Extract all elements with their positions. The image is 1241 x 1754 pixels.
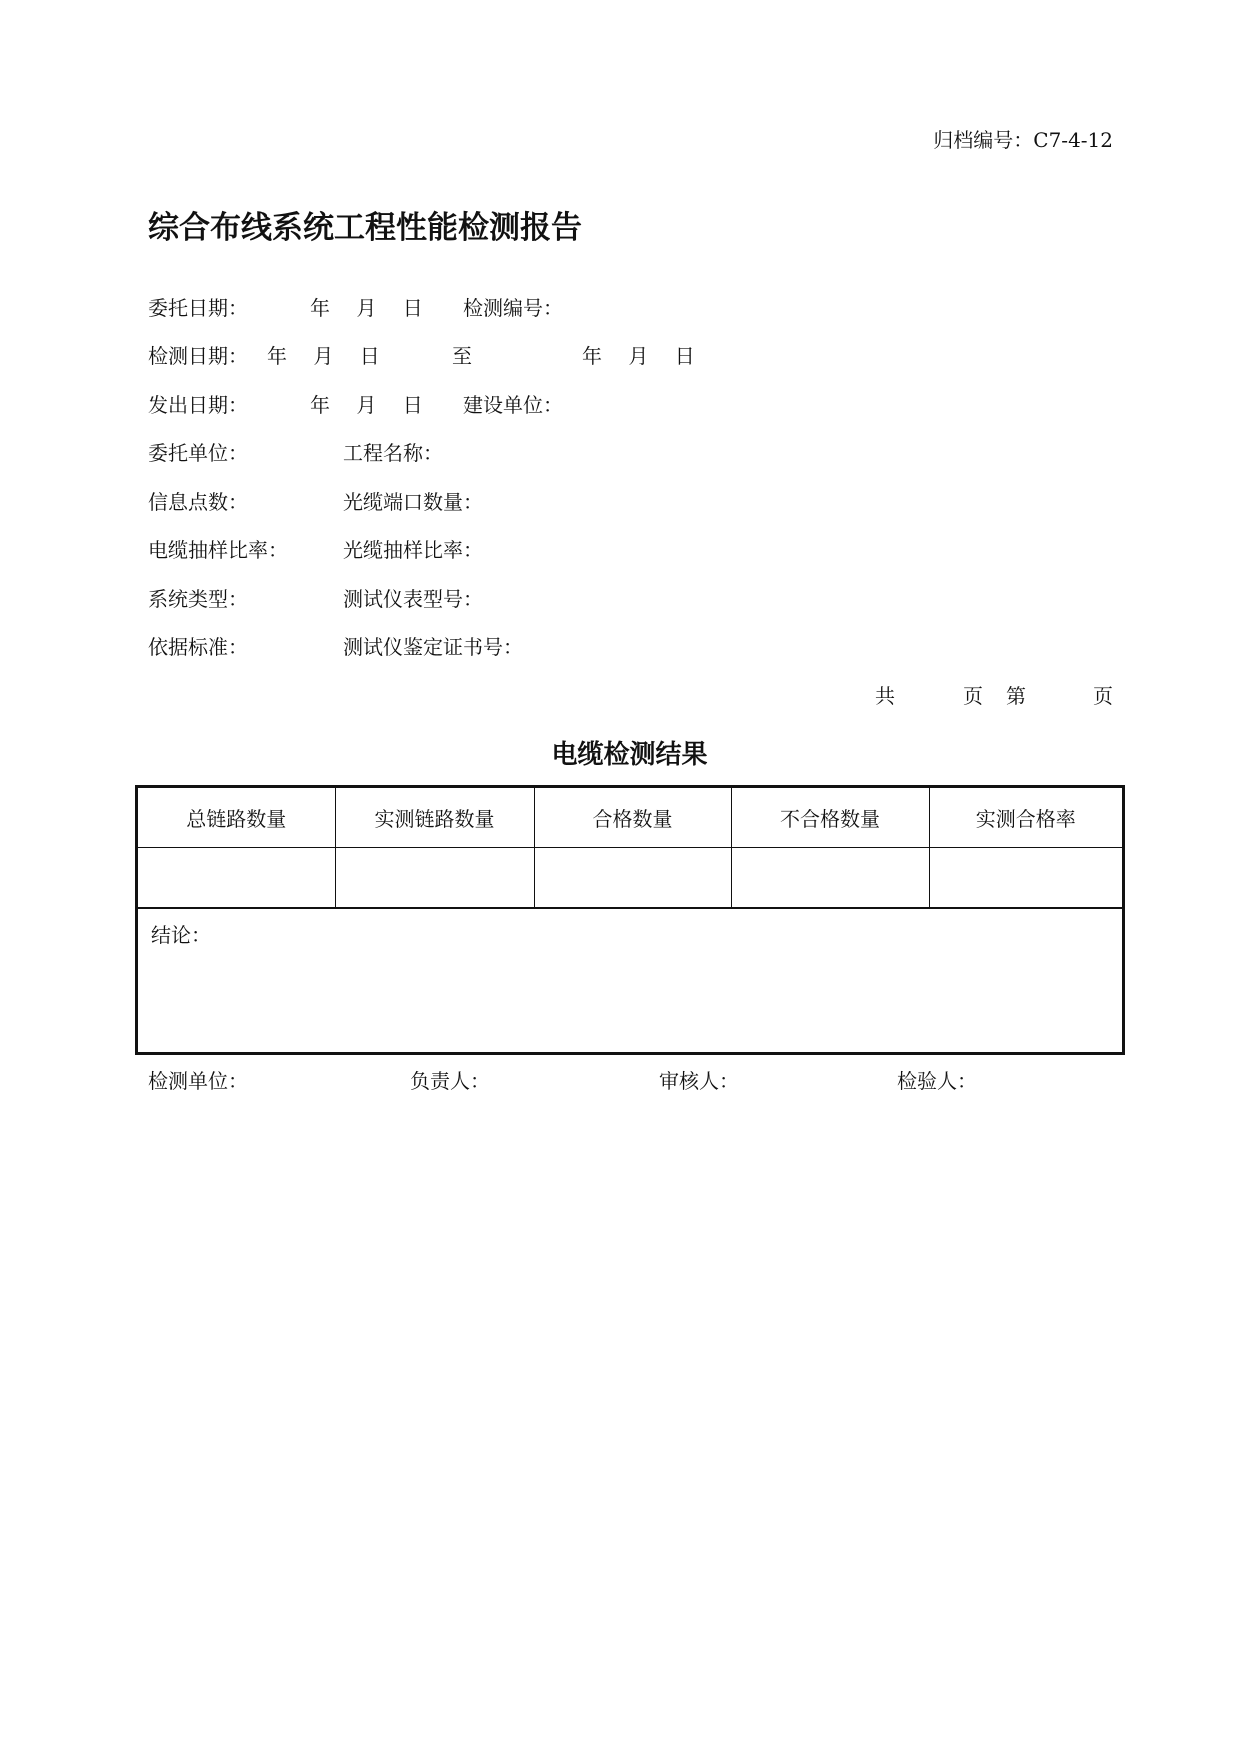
archive-number: 归档编号：C7-4-12 — [933, 128, 1113, 152]
cell-qualified[interactable] — [534, 848, 731, 909]
standard-label: 依据标准： — [148, 635, 248, 659]
test-unit-label: 检测单位： — [148, 1069, 248, 1093]
system-type-label: 系统类型： — [148, 587, 248, 611]
responsible-label: 负责人： — [410, 1069, 490, 1093]
fiber-ports-label: 光缆端口数量： — [343, 490, 483, 514]
test-date-end-ymd: 年 月 日 — [582, 344, 695, 368]
test-number-label: 检测编号： — [463, 296, 563, 320]
test-date-start-ymd: 年 月 日 — [267, 344, 380, 368]
header-total-links: 总链路数量 — [138, 788, 335, 848]
cable-sampling-label: 电缆抽样比率： — [148, 538, 288, 562]
project-name-label: 工程名称： — [343, 441, 443, 465]
cell-unqualified[interactable] — [731, 848, 929, 909]
tester-model-label: 测试仪表型号： — [343, 587, 483, 611]
inspector-label: 检验人： — [897, 1069, 977, 1093]
header-qualified: 合格数量 — [534, 788, 731, 848]
reviewer-label: 审核人： — [659, 1069, 739, 1093]
info-points-label: 信息点数： — [148, 490, 248, 514]
section-title: 电缆检测结果 — [551, 740, 708, 770]
results-value-row — [138, 848, 1122, 909]
header-measured-links: 实测链路数量 — [335, 788, 534, 848]
client-label: 委托单位： — [148, 441, 248, 465]
report-title: 综合布线系统工程性能检测报告 — [148, 210, 582, 246]
page-unit-label-2: 页 — [1093, 684, 1113, 708]
builder-label: 建设单位： — [463, 393, 563, 417]
entrust-date-label: 委托日期： — [148, 296, 248, 320]
cell-total-links[interactable] — [138, 848, 335, 909]
header-unqualified: 不合格数量 — [731, 788, 929, 848]
entrust-date-ymd: 年 月 日 — [310, 296, 423, 320]
page-nth-label: 第 — [1006, 684, 1026, 708]
page-total-label: 共 — [875, 684, 895, 708]
header-pass-rate: 实测合格率 — [929, 788, 1122, 848]
test-date-to: 至 — [452, 344, 472, 368]
results-box — [135, 785, 1125, 1055]
issue-date-label: 发出日期： — [148, 393, 248, 417]
page-unit-label: 页 — [963, 684, 983, 708]
cell-measured-links[interactable] — [335, 848, 534, 909]
issue-date-ymd: 年 月 日 — [310, 393, 423, 417]
test-date-label: 检测日期： — [148, 344, 248, 368]
results-table — [138, 788, 1122, 909]
cell-pass-rate[interactable] — [929, 848, 1122, 909]
conclusion-label: 结论： — [151, 923, 211, 947]
tester-cert-label: 测试仪鉴定证书号： — [343, 635, 523, 659]
fiber-sampling-label: 光缆抽样比率： — [343, 538, 483, 562]
results-header-row — [138, 788, 1122, 848]
